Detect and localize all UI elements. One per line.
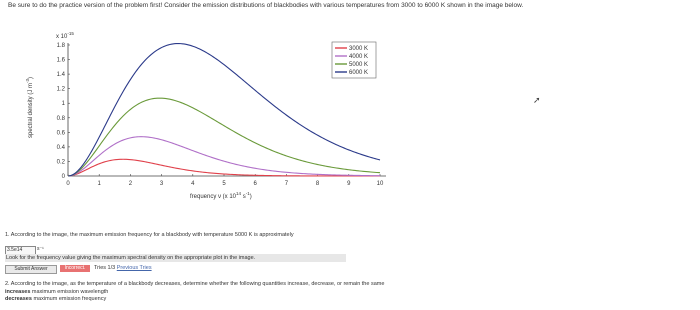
y-multiplier: x $10^{-15}$ [56,31,74,40]
x-tick-label: 0 [66,181,70,187]
y-tick-label: 1.6 [56,57,65,64]
x-tick-label: 7 [284,181,289,187]
question-2-text: 2. According to the image, as the temperature of a blackbody decreases, determine whether the following quantities increase, decrease, or remain the same [5,281,385,287]
tries-count: Tries 1/3 [94,265,116,271]
x-tick-label: 1 [97,181,101,187]
y-tick-label: 1.4 [56,72,65,79]
legend-label: 5000 K [349,62,369,68]
x-axis-label: frequency ν (x $10^{14}$ $s^{-1}$) [190,191,252,200]
option-1-select[interactable]: increases [5,289,31,295]
y-tick-label: 0.6 [56,130,65,137]
x-tick-label: 9 [347,181,351,187]
option-row-2[interactable] [5,296,106,302]
option-2-label: maximum emission frequency [33,296,107,302]
y-tick-label: 1.2 [56,86,65,93]
answer-input[interactable]: 3.5e14 [5,246,36,255]
legend-label: 3000 K [349,46,369,52]
x-tick-label: 8 [315,181,320,187]
x-tick-label: 6 [253,181,257,187]
tries-info [94,265,152,272]
previous-tries-link[interactable]: Previous Tries [116,265,152,271]
intro-text: Be sure to do the practice version of the problem first! Consider the emission distributions of blackbodies with various temperatures from 3000 to 6000 K shown in the image below. [8,2,524,9]
x-tick-label: 3 [159,181,164,187]
legend-label: 4000 K [349,54,369,60]
y-tick-label: 0.2 [56,159,65,166]
answer-unit: s⁻¹ [37,246,44,252]
y-tick-label: 1.8 [56,43,65,49]
x-tick-label: 5 [222,181,226,187]
option-row-1[interactable] [5,289,108,295]
y-axis-label: spectral density (J $m^{-3}$) [25,76,34,138]
option-2-select[interactable]: decreases [5,296,32,302]
x-tick-label: 10 [376,181,384,187]
series-line-4000-k [69,137,380,176]
legend [332,42,376,78]
hint-text: Look for the frequency value giving the maximum spectral density on the appropriate plot in the image. [5,254,346,262]
y-tick-label: 0.4 [56,144,65,151]
x-tick-label: 4 [191,181,195,187]
legend-label: 6000 K [349,70,369,76]
y-tick-label: 0 [61,174,65,180]
submit-answer-button[interactable]: Submit Answer [5,265,57,274]
option-1-label: maximum emission wavelength [31,289,109,295]
mouse-cursor-icon: ➚ [533,95,541,105]
status-badge: Incorrect. [60,265,90,272]
question-1-text: 1. According to the image, the maximum emission frequency for a blackbody with temperature 5000 K is approximately [5,232,294,238]
y-tick-label: 1 [61,101,65,108]
series-line-5000-k [69,98,380,176]
x-tick-label: 2 [128,181,133,187]
y-tick-label: 0.8 [56,115,65,122]
